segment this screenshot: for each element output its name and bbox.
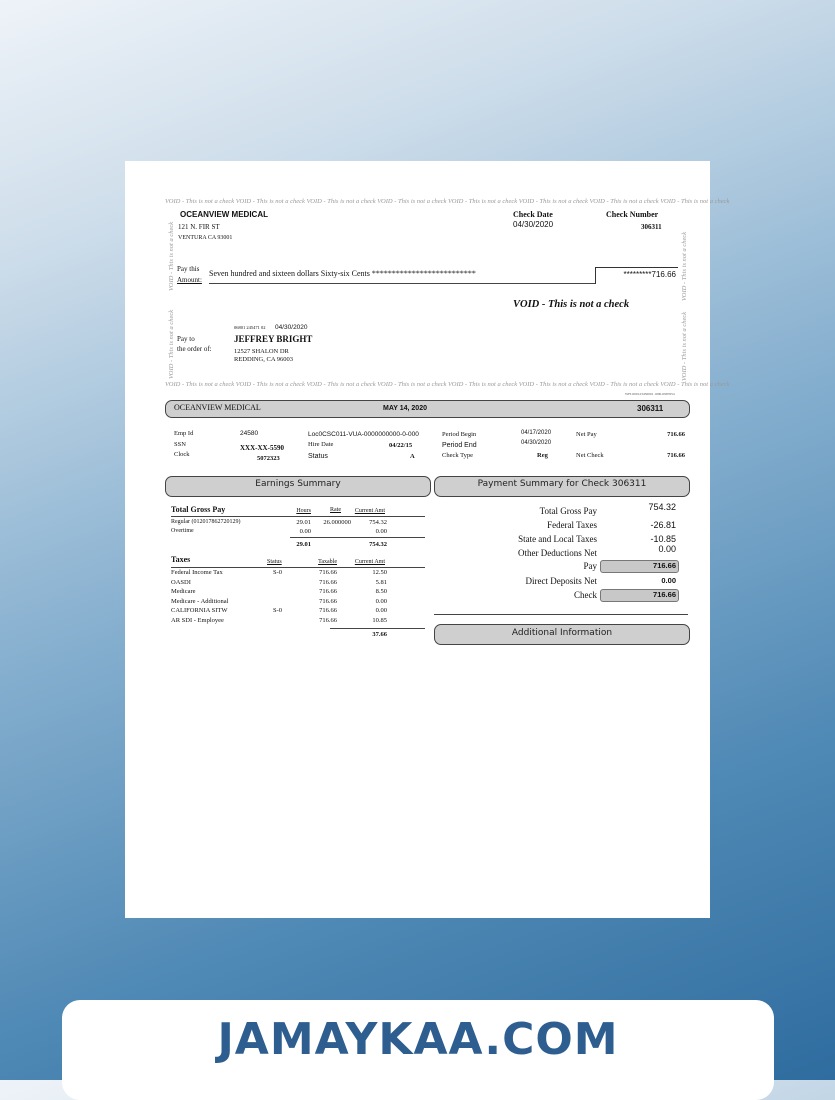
payment-row-label: State and Local Taxes — [518, 534, 597, 544]
hire-date-label: Hire Date — [308, 441, 334, 448]
tax-row-amt: 8.50 — [375, 588, 387, 595]
additional-info-top-line — [434, 614, 688, 615]
total-gross-pay-heading: Total Gross Pay — [171, 505, 226, 514]
status-label: Status — [308, 453, 328, 460]
tax-row-amt: 0.00 — [375, 607, 387, 614]
earnings-col-hours: Hours — [296, 508, 311, 514]
payment-row-value: 754.32 — [648, 502, 676, 512]
void-banner: VOID - This is not a check — [513, 299, 630, 310]
check-date-label: Check Date — [513, 210, 553, 219]
earnings-col-rate: Rate — [330, 507, 341, 513]
brand-logo-text: JAMAYKAA.COM — [217, 1014, 619, 1065]
paystub-document — [125, 161, 730, 918]
earnings-divider — [171, 516, 425, 517]
earnings-row-overtime-name: Overtime — [171, 528, 194, 534]
net-pay-label: Net Pay — [576, 431, 597, 438]
net-check-label: Net Check — [576, 452, 604, 459]
earnings-total-amt: 754.32 — [369, 541, 387, 548]
payment-row-value: 0.00 — [661, 576, 676, 585]
tax-row-status: S-0 — [273, 569, 283, 576]
micr-date: 04/30/2020 — [275, 324, 308, 331]
location-code: Loc0CSC011-VUA-0000000000-0-000 — [308, 431, 419, 438]
tax-row-name: Medicare — [171, 588, 196, 595]
clock: 5072323 — [257, 455, 280, 462]
clock-label: Clock — [174, 451, 190, 458]
earnings-col-current: Current Amt — [354, 508, 385, 514]
tax-row-taxable: 716.66 — [319, 588, 337, 595]
payment-row-value: 0.00 — [658, 544, 676, 554]
emp-id-label: Emp Id — [174, 430, 194, 437]
tiny-reference: WFL000123456001 1000-0987654 — [625, 392, 675, 396]
earnings-row-regular-name: Regular (01201786272012​9) — [171, 519, 241, 525]
tax-row-name: AR SDI - Employee — [171, 616, 224, 624]
payment-row-value: -10.85 — [650, 534, 676, 544]
tax-row-taxable: 716.66 — [319, 607, 337, 614]
order-of-label: the order of: — [177, 345, 212, 353]
tax-row-amt: 10.85 — [372, 616, 387, 624]
payment-row-value: -26.81 — [650, 520, 676, 530]
void-watermark-top: VOID - This is not a check VOID - This is not a check VOID - This is not a check VOID - This is not a check VOID - This is not a check VOID - This is not a check VOID - This is not a check VOID - This is not a check — [165, 198, 730, 205]
footer-banner — [62, 1000, 774, 1100]
tax-row-amt: 12.50 — [372, 569, 387, 576]
pay-to-label: Pay to — [177, 335, 195, 343]
ssn: XXX-XX-5590 — [240, 444, 284, 452]
tax-row-name: Medicare - Additional — [171, 597, 229, 605]
period-begin-label: Period Begin — [442, 431, 477, 438]
payment-row-label: Direct Deposits Net — [525, 576, 597, 586]
earnings-total-hours: 29.01 — [296, 541, 311, 548]
void-watermark-left-2: VOID - This is not a check — [168, 309, 175, 379]
void-watermark-right-2: VOID - This is not a check — [681, 311, 688, 381]
taxes-divider — [171, 567, 425, 568]
payment-row-label: Federal Taxes — [547, 520, 597, 530]
additional-info-title: Additional Information — [511, 628, 613, 638]
check-date: 04/30/2020 — [513, 220, 554, 229]
micr-line: 06801 245471 02 — [234, 325, 266, 330]
pay-this-label: Pay this — [177, 265, 200, 273]
period-end-label: Period End — [442, 442, 477, 449]
period-end: 04/30/2020 — [521, 440, 552, 446]
status-value: A — [410, 453, 415, 460]
payee-address-1: 12527 SHALON DR — [234, 348, 289, 355]
void-watermark-right-1: VOID - This is not a check — [681, 231, 688, 301]
tax-row-name: OASDI — [171, 578, 191, 586]
earnings-row-regular-amt: 754.32 — [369, 519, 387, 526]
taxes-col-current: Current Amt — [354, 559, 385, 565]
taxes-total-divider — [330, 628, 425, 629]
hire-date: 04/22/15 — [389, 442, 413, 449]
tax-row-taxable: 716.66 — [319, 578, 337, 586]
tax-row-taxable: 716.66 — [319, 597, 337, 605]
amount-label: Amount: — [177, 276, 202, 284]
payment-row-label: Pay — [583, 561, 597, 571]
payment-row-value: 716.66 — [653, 561, 676, 570]
taxes-col-taxable: Taxable — [318, 559, 337, 565]
payment-summary-title: Payment Summary for Check 306311 — [477, 479, 647, 489]
earnings-summary-title: Earnings Summary — [255, 479, 341, 489]
tax-row-name: CALIFORNIA SITW — [171, 607, 228, 614]
earnings-row-regular-hours: 29.01 — [296, 519, 311, 526]
stub-number: 306311 — [637, 404, 664, 413]
earnings-row-regular-rate: 26.000000 — [323, 519, 351, 526]
tax-row-amt: 5.81 — [375, 578, 387, 586]
stub-date: MAY 14, 2020 — [383, 405, 427, 412]
void-watermark-left-1: VOID - This is not a check — [168, 221, 175, 291]
check-number-label: Check Number — [606, 210, 659, 219]
check-type: Reg — [537, 452, 548, 459]
tax-row-status: S-0 — [273, 607, 283, 614]
check-number: 306311 — [641, 223, 662, 231]
emp-id: 24580 — [240, 430, 259, 437]
company-address-2: VENTURA CA 93001 — [178, 235, 233, 241]
taxes-total: 37.66 — [372, 631, 387, 638]
taxes-heading: Taxes — [171, 555, 191, 564]
stub-company: OCEANVIEW MEDICAL — [174, 403, 261, 412]
tax-row-name: Federal Income Tax — [171, 569, 223, 576]
tax-row-amt: 0.00 — [375, 597, 387, 605]
amount-line — [209, 283, 595, 284]
net-check: 716.66 — [667, 452, 685, 459]
payment-row-value: 716.66 — [653, 590, 676, 599]
tax-row-taxable: 716.66 — [319, 569, 337, 576]
payment-row-label: Other Deductions Net — [518, 548, 597, 558]
ssn-label: SSN — [174, 441, 186, 448]
company-name: OCEANVIEW MEDICAL — [180, 210, 268, 219]
amount-box-value: *********716.66 — [623, 270, 676, 279]
tax-row-taxable: 716.66 — [319, 616, 337, 624]
earnings-row-overtime-amt: 0.00 — [375, 528, 387, 535]
payment-row-label: Total Gross Pay — [539, 506, 597, 516]
payee-address-2: REDDING, CA 96003 — [234, 356, 294, 363]
payee-name: JEFFREY BRIGHT — [234, 334, 313, 344]
payment-row-label: Check — [574, 590, 597, 600]
earnings-total-divider — [290, 537, 425, 538]
period-begin: 04/17/2020 — [521, 430, 552, 436]
taxes-col-status: Status — [267, 559, 282, 565]
company-address-1: 121 N. FIR ST — [178, 223, 220, 231]
check-type-label: Check Type — [442, 452, 474, 459]
amount-in-words: Seven hundred and sixteen dollars Sixty-six Cents ************************** — [209, 269, 476, 278]
earnings-row-overtime-hours: 0.00 — [299, 528, 311, 535]
void-watermark-bottom: VOID - This is not a check VOID - This is not a check VOID - This is not a check VOID - This is not a check VOID - This is not a check VOID - This is not a check VOID - This is not a check VOID - This is not a check — [165, 381, 730, 388]
net-pay: 716.66 — [667, 431, 685, 438]
